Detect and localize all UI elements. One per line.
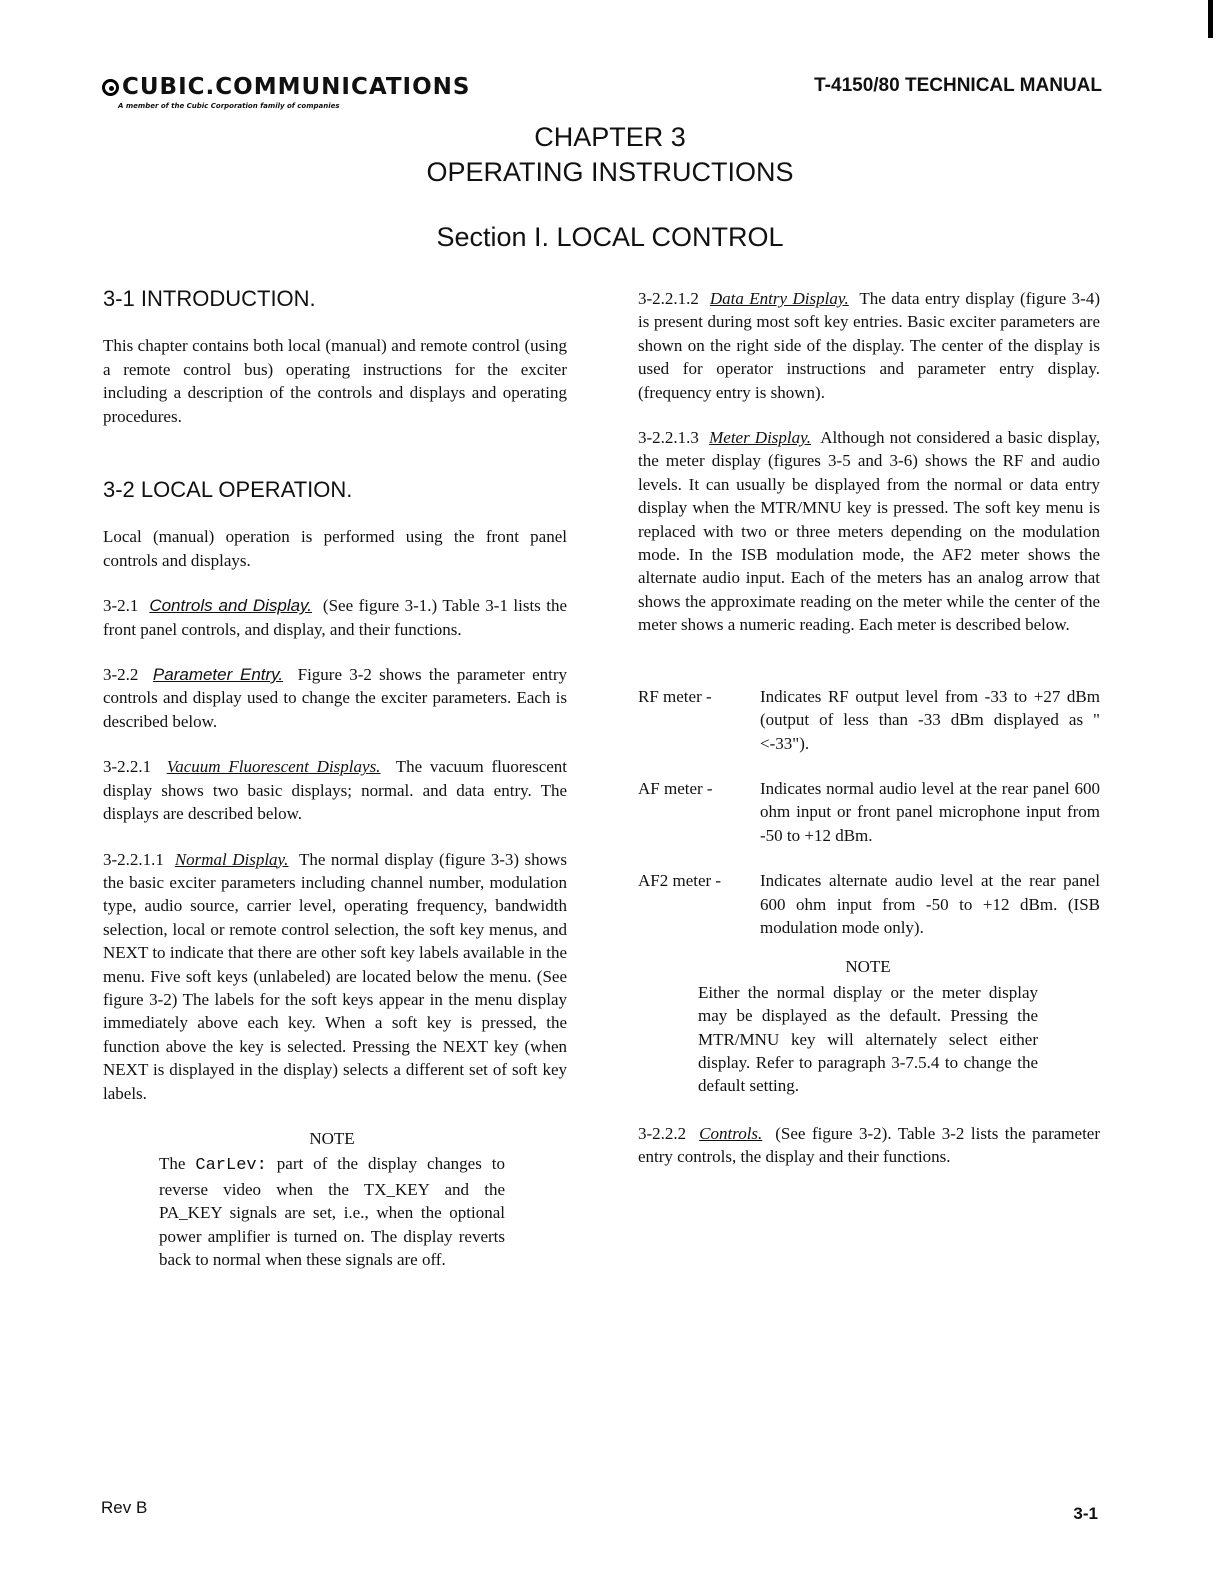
paragraph-title: Controls. (699, 1123, 763, 1143)
paragraph-number: 3-2.1 (103, 596, 139, 616)
note-code: CarLev: (195, 1156, 267, 1176)
intro-heading: 3-1 INTRODUCTION. (103, 286, 316, 311)
paragraph-title: Parameter Entry. (152, 665, 284, 685)
footer-page-number: 3-1 (1073, 1504, 1098, 1523)
paragraph-number: 3-2.2.1 (103, 757, 152, 777)
note-text-end: part of the display changes to reverse video when the TX_KEY and the PA_KEY signals are set, i.e., when the optional power amplifier is turned on. The display reverts back to normal when these signals are off. (159, 1154, 505, 1269)
intro-paragraph: This chapter contains both local (manual) and remote control (using a remote control bus) operating instructions for the exciter including a description of the controls and displays and operating procedures. (103, 336, 567, 426)
meter-item-af2 (638, 869, 1100, 939)
paragraph-text: The vacuum fluorescent display shows two basic displays; normal. and data entry. The displays are described below. (103, 757, 568, 824)
chapter-number: CHAPTER 3 (534, 122, 686, 152)
paragraph-text: The normal display (figure 3-3) shows the basic exciter parameters including channel number, modulation type, audio source, carrier level, operating frequency, bandwidth selection, local or remote control selection, the soft key menus, and NEXT to indicate that there are other soft key labels available in the menu. Five soft keys (unlabeled) are located below the menu. (See figure 3-2) The labels for the soft keys appear in the menu display immediately above each key. When a soft key is pressed, the function above the key is selected. Pressing the NEXT key (when NEXT is displayed in the display) selects a different set of soft key labels. (103, 849, 568, 1103)
section-title: Section I. LOCAL CONTROL (436, 222, 784, 252)
paragraph-text: (See figure 3-2). Table 3-2 lists the parameter entry controls, the display and their functions. (638, 1123, 1100, 1167)
paragraph-3-2-2-1 (103, 755, 567, 825)
left-column (103, 287, 567, 1271)
paragraph-text: Figure 3-2 shows the parameter entry controls and display used to change the exciter parameters. Each is described below. (103, 665, 568, 731)
meter-label: RF meter - (638, 686, 712, 706)
paragraph-title: Controls and Display. (149, 596, 313, 616)
manual-title: T-4150/80 TECHNICAL MANUAL (814, 75, 1102, 96)
note-title: NOTE (309, 1128, 355, 1148)
scan-edge-mark (1208, 0, 1213, 38)
paragraph-number: 3-2.2.1.1 (103, 849, 164, 869)
paragraph-text: Although not considered a basic display, the meter display (figures 3-5 and 3-6) shows the RF and audio levels. It can usually be displayed from the normal or data entry display when the MTR/MNU key is pressed. The soft key menu is replaced with two or three meters depending on the modulation mode. In the ISB modulation mode, the AF2 meter shows the alternate audio input. Each of the meters has an analog arrow that shows the approximate reading on the meter while the center of the meter shows a numeric reading. Each meter is described below. (638, 428, 1101, 635)
paragraph-3-2-2-2 (638, 1122, 1100, 1169)
paragraph-3-2-1 (103, 594, 567, 641)
chapter-heading (0, 120, 1220, 190)
local-operation-paragraph: Local (manual) operation is performed using the front panel controls and displays. (103, 527, 567, 570)
meter-description: Indicates alternate audio level at the rear panel 600 ohm input from -50 to +12 dBm. (ISB modulation mode only). (760, 871, 1100, 937)
logo-tagline: A member of the Cubic Corporation family of companies (118, 102, 340, 110)
paragraph-text: The data entry display (figure 3-4) is present during most soft key entries. Basic exciter parameters are shown on the right side of the display. The center of the display is used for operator instructions and parameter entry display. (frequency entry is shown). (638, 289, 1101, 402)
logo-wordmark: CUBIC.COMMUNICATIONS (122, 74, 471, 100)
note-text-start: The (159, 1154, 196, 1174)
note-carlev (159, 1127, 505, 1271)
right-column (638, 287, 1100, 1191)
note-body: Either the normal display or the meter display may be displayed as the default. Pressing the MTR/MNU key will alternately select either display. Refer to paragraph 3-7.5.4 to change the default setting. (698, 982, 1038, 1096)
meter-item-af (638, 777, 1100, 847)
paragraph-title: Vacuum Fluorescent Displays. (166, 757, 381, 777)
local-operation-heading: 3-2 LOCAL OPERATION. (103, 477, 353, 503)
paragraph-text: (See figure 3-1.) Table 3-1 lists the front panel controls, and display, and their functions. (103, 596, 567, 639)
meter-list (638, 685, 1100, 940)
paragraph-3-2-2-1-3 (638, 426, 1100, 637)
meter-description: Indicates RF output level from -33 to +27 dBm (output of less than -33 dBm displayed as "<-33"). (760, 686, 1100, 753)
paragraph-3-2-2-1-1 (103, 848, 567, 1105)
paragraph-title: Meter Display. (709, 428, 811, 448)
paragraph-number: 3-2.2 (103, 665, 139, 685)
note-default-display (698, 955, 1038, 1097)
paragraph-3-2-2 (103, 663, 567, 733)
paragraph-number: 3-2.2.1.2 (638, 289, 699, 308)
meter-label: AF meter - (638, 778, 713, 798)
meter-item-rf (638, 685, 1100, 755)
meter-label: AF2 meter - (638, 871, 722, 891)
meter-description: Indicates normal audio level at the rear panel 600 ohm input or front panel microphone input from -50 to +12 dBm. (760, 778, 1100, 845)
paragraph-title: Data Entry Display. (709, 289, 849, 308)
cubic-logo-icon (102, 79, 119, 96)
footer-revision: Rev B (101, 1498, 148, 1517)
chapter-title: OPERATING INSTRUCTIONS (426, 157, 794, 187)
paragraph-number: 3-2.2.1.3 (638, 428, 699, 448)
note-body (159, 1152, 505, 1271)
company-logo (102, 74, 470, 110)
paragraph-title: Normal Display. (174, 849, 289, 869)
paragraph-3-2-2-1-2 (638, 287, 1100, 404)
paragraph-number: 3-2.2.2 (638, 1123, 687, 1143)
note-title: NOTE (845, 957, 891, 977)
